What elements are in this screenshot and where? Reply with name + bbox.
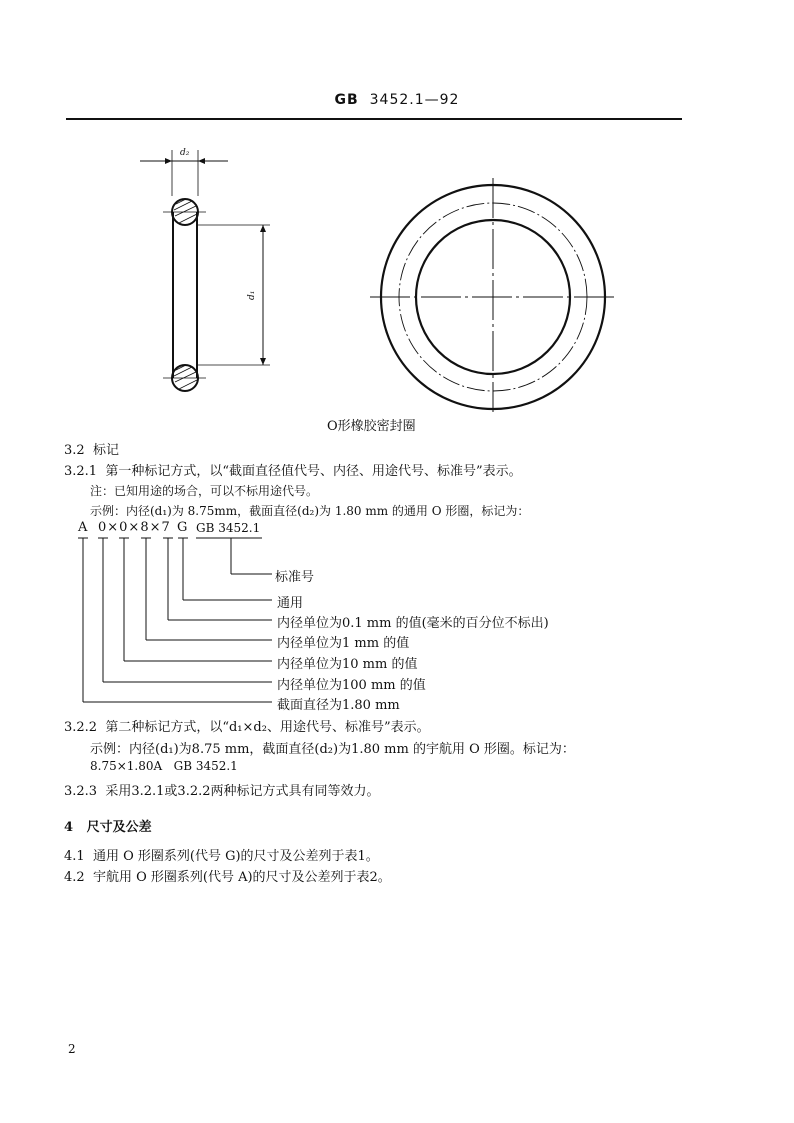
section-number: 3.2.1 (64, 464, 98, 479)
section-4-1 (64, 845, 379, 864)
section-number: 4 (64, 820, 74, 835)
example-2-marking: 8.75×1.80A GB 3452.1 (90, 759, 238, 773)
label-1mm: 内径单位为1 mm 的值 (277, 636, 410, 651)
page-number: 2 (68, 1042, 76, 1056)
plan-view (370, 178, 615, 412)
mark-prefix: A (78, 520, 88, 535)
label-0-1mm: 内径单位为0.1 mm 的值(毫米的百分位不标出) (277, 616, 549, 631)
section-number: 4.1 (64, 849, 85, 864)
cross-section-view (140, 150, 270, 391)
label-10mm: 内径单位为10 mm 的值 (277, 657, 418, 672)
mark-dims: 0×0×8×7 (98, 520, 171, 535)
section-4 (64, 816, 152, 835)
document-header (0, 92, 794, 108)
section-number: 3.2.3 (64, 784, 98, 799)
section-text: 宇航用 O 形圈系列(代号 A)的尺寸及公差列于表2。 (92, 870, 391, 885)
example-2: 示例：内径(d₁)为8.75 mm，截面直径(d₂)为1.80 mm 的宇航用 O 形圈。标记为： (90, 742, 575, 757)
standard-code: GB (334, 92, 359, 108)
section-text: 第一种标记方式，以“截面直径值代号、内径、用途代号、标准号”表示。 (105, 464, 522, 479)
label-100mm: 内径单位为100 mm 的值 (277, 678, 426, 693)
label-cross-section: 截面直径为1.80 mm (277, 698, 400, 713)
section-number: 3.2.2 (64, 720, 98, 735)
label-d1: d₁ (247, 290, 257, 300)
label-standard-number: 标准号 (275, 570, 315, 585)
section-text: 采用3.2.1或3.2.2两种标记方式具有同等效力。 (105, 784, 380, 799)
section-title: 标记 (92, 443, 119, 458)
section-3-2-1 (64, 460, 522, 479)
section-3-2-2 (64, 716, 430, 735)
header-rule (66, 118, 682, 120)
section-text: 通用 O 形圈系列(代号 G)的尺寸及公差列于表1。 (92, 849, 379, 864)
example-1: 示例：内径(d₁)为 8.75mm，截面直径(d₂)为 1.80 mm 的通用 O 形圈，标记为： (90, 504, 530, 518)
section-number: 4.2 (64, 870, 85, 885)
section-text: 第二种标记方式，以“d₁×d₂、用途代号、标准号”表示。 (105, 720, 430, 735)
note: 注：已知用途的场合，可以不标用途代号。 (90, 484, 319, 498)
figure-caption: O形橡胶密封圈 (327, 419, 416, 434)
section-3-2 (64, 439, 119, 458)
standard-number: 3452.1—92 (369, 92, 460, 108)
label-general-use: 通用 (277, 596, 304, 611)
section-number: 3.2 (64, 443, 85, 458)
section-title: 尺寸及公差 (86, 820, 152, 835)
section-3-2-3 (64, 780, 380, 799)
mark-usage: G (177, 520, 188, 535)
section-4-2 (64, 866, 391, 885)
label-d2: d₂ (180, 148, 190, 158)
o-ring-figure (0, 130, 794, 420)
mark-standard: GB 3452.1 (196, 521, 261, 535)
